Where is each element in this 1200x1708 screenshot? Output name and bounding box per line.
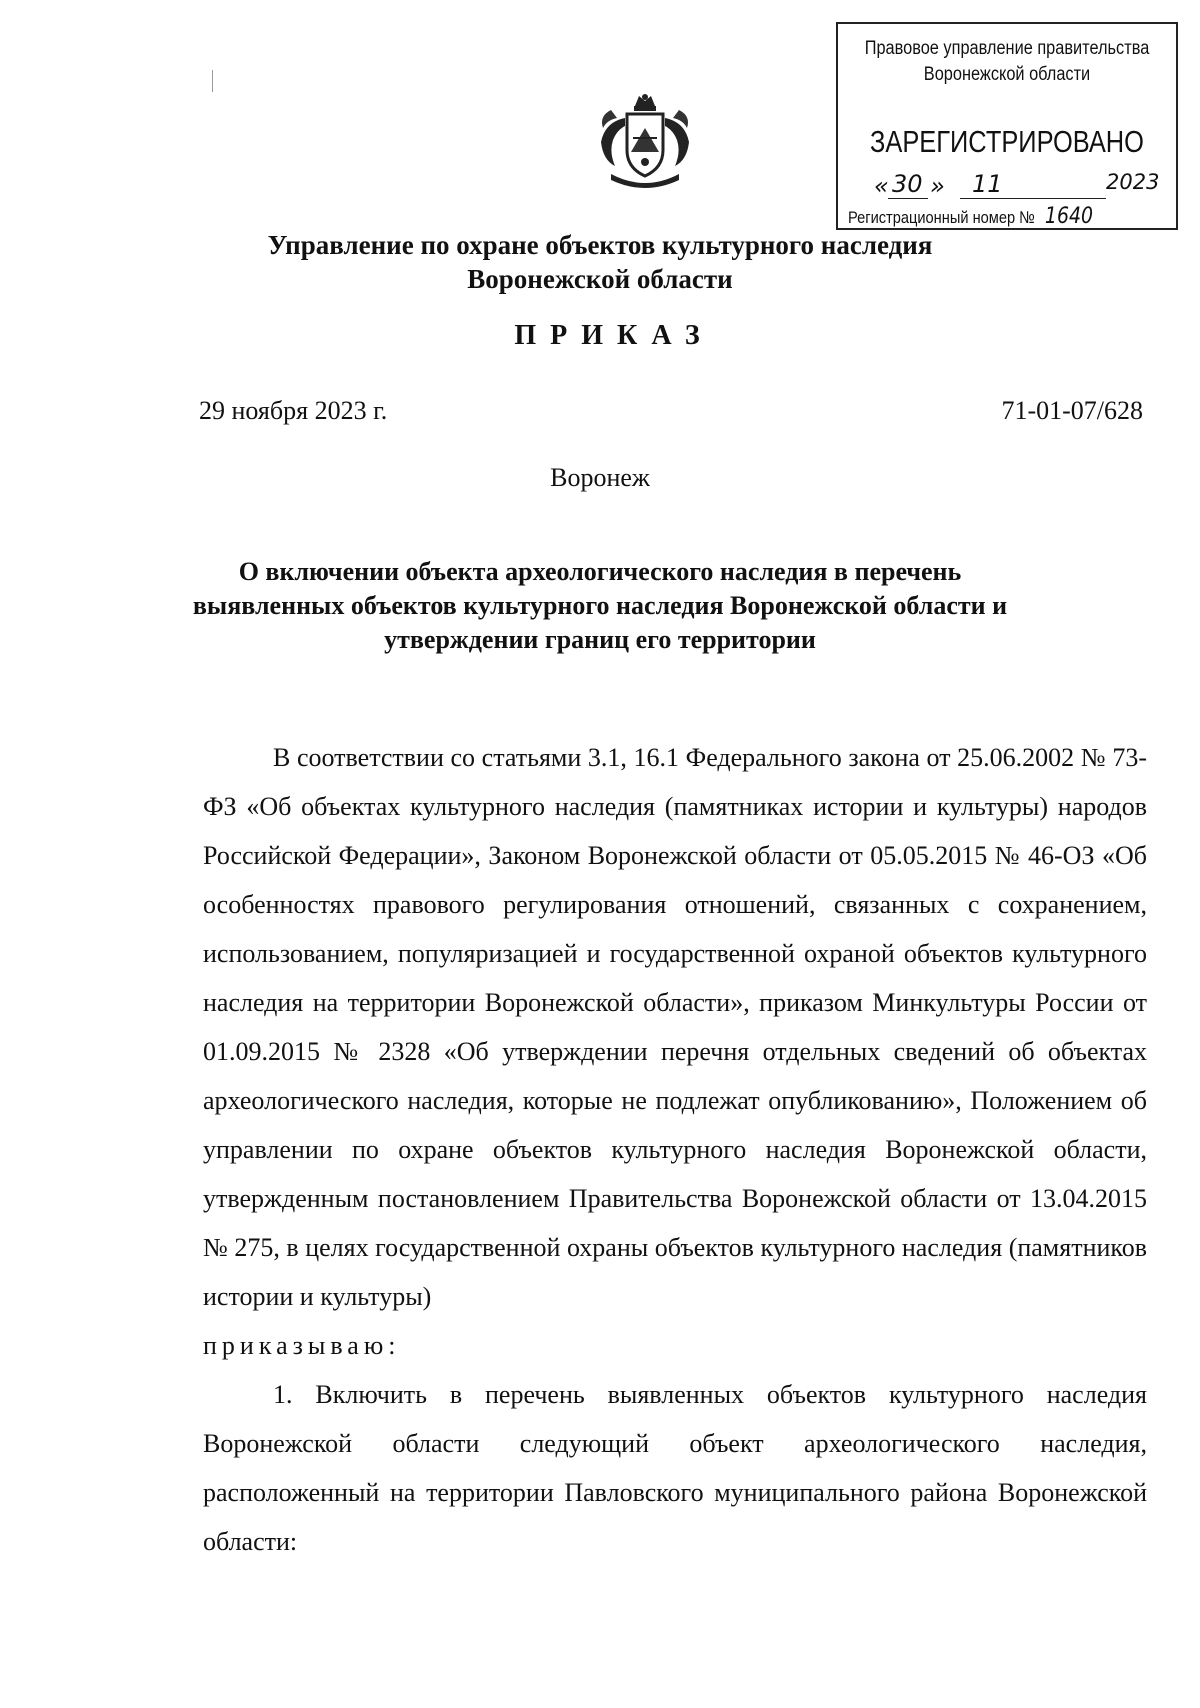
document-city: Воронеж — [550, 463, 650, 492]
stamp-department — [862, 36, 1153, 88]
stamp-department-line: Воронежской области — [923, 64, 1091, 85]
agency-name — [0, 228, 1200, 296]
clause-1: 1. Включить в перечень выявленных объектов культурного наследия Воронежской области следующий объект археологического наследия, расположенный на территории Павловского муниципального района Воронежской области: — [203, 1380, 1147, 1556]
registration-stamp — [836, 22, 1178, 230]
stamp-date: « 30 » 11 2023 — [874, 170, 1160, 200]
document-title-line: выявленных объектов культурного наследия Воронежской области и — [192, 591, 1008, 620]
stamp-date-month: 11 — [972, 170, 1003, 198]
stamp-registered-label: ЗАРЕГИСТРИРОВАНО — [870, 124, 1144, 159]
document-title-line: О включении объекта археологического наследия в перечень — [238, 557, 962, 586]
scan-edge-mark — [212, 70, 213, 92]
decree-word: приказываю: — [203, 1331, 401, 1360]
stamp-date-year: 2023 — [1106, 170, 1160, 194]
stamp-number-value: 1640 — [1039, 204, 1099, 230]
stamp-number — [848, 204, 1099, 230]
document-date: 29 ноября 2023 г. — [199, 396, 388, 425]
agency-name-line: Воронежской области — [467, 264, 733, 294]
agency-name-line: Управление по охране объектов культурного наследия — [267, 230, 933, 260]
document-title — [0, 555, 1200, 657]
stamp-number-label: Регистрационный номер № — [848, 208, 1035, 227]
document-title-line: утверждении границ его территории — [384, 625, 816, 654]
document-body — [203, 733, 1147, 1566]
preamble-paragraph: В соответствии со статьями 3.1, 16.1 Федерального закона от 25.06.2002 № 73-ФЗ «Об объектах культурного наследия (памятниках истории и культуры) народов Российской Федерации», Законом Воронежской области от 05.05.2015 № 46-ОЗ «Об особенностях правового регулирования отношений, связанных с сохранением, использованием, популяризацией и государственной охраной объектов культурного наследия на территории Воронежской области», приказом Минкультуры России от 01.09.2015 № 2328 «Об утверждении перечня отдельных сведений об объектах археологического наследия, которые не подлежат опубликованию», Положением об управлении по охране объектов культурного наследия Воронежской области, утвержденным постановлением Правительства Воронежской области от 13.04.2015 № 275, в целях государственной охраны объектов культурного наследия (памятников истории и культуры) — [203, 743, 1147, 1311]
document-type: ПРИКАЗ — [514, 320, 714, 351]
stamp-department-line: Правовое управление правительства — [864, 38, 1150, 59]
coat-of-arms-icon — [591, 92, 699, 192]
document-number: 71-01-07/628 — [1001, 396, 1143, 425]
stamp-date-day: 30 — [892, 170, 923, 198]
